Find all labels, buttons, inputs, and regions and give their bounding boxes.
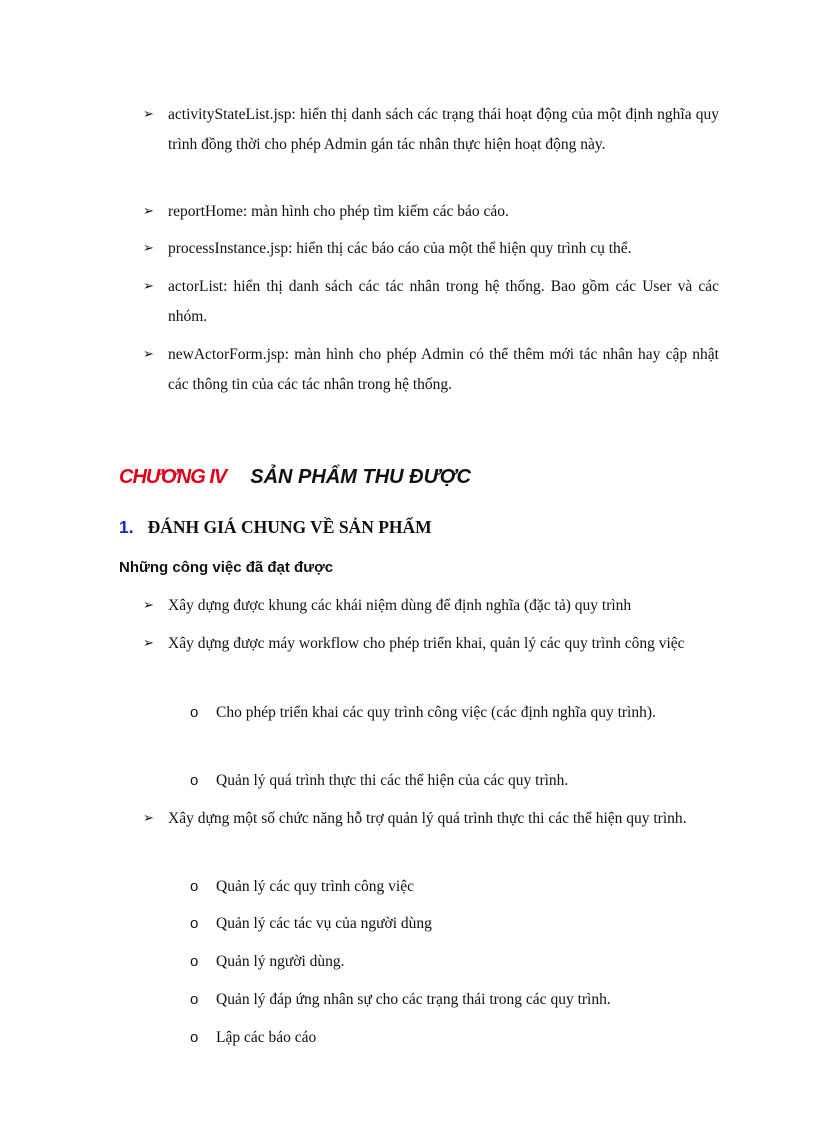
section-heading [119,517,432,538]
sub-list-item [190,872,719,902]
circle-bullet-icon: o [190,953,199,970]
list-item [143,629,719,659]
list-item-text: actorList: hiển thị danh sách các tác nhân trong hệ thống. Bao gồm các User và các nhóm. [168,278,719,325]
arrow-bullet-icon: ➢ [143,636,154,651]
arrow-bullet-icon: ➢ [143,279,154,294]
sub-list-item [190,766,719,796]
sub-list-item-text: Quản lý các tác vụ của người dùng [216,915,432,932]
arrow-bullet-icon: ➢ [143,107,154,122]
sub-list-item-text: Quản lý quá trình thực thi các thể hiện của các quy trình. [216,772,569,789]
arrow-bullet-icon: ➢ [143,241,154,256]
subheading: Những công việc đã đạt được [119,559,334,576]
list-item [143,591,719,621]
list-item [143,234,719,264]
section-number: 1. [119,517,134,537]
circle-bullet-icon: o [190,991,199,1008]
list-item-text: Xây dựng được máy workflow cho phép triển khai, quản lý các quy trình công việc [168,635,685,652]
section-title: ĐÁNH GIÁ CHUNG VỀ SẢN PHẨM [147,517,432,537]
list-item [143,272,719,332]
sub-list-item [190,947,719,977]
arrow-bullet-icon: ➢ [143,598,154,613]
list-item-text: Xây dựng được khung các khái niệm dùng để định nghĩa (đặc tả) quy trình [168,597,632,614]
arrow-bullet-icon: ➢ [143,811,154,826]
sub-list-item [190,698,719,728]
list-item-text: activityStateList.jsp: hiển thị danh sách các trạng thái hoạt động của một định nghĩa quy trình đồng thời cho phép Admin gán tác nhân thực hiện hoạt động này. [168,106,719,153]
sub-list-item-text: Cho phép triển khai các quy trình công việc (các định nghĩa quy trình). [216,704,656,721]
circle-bullet-icon: o [190,878,199,895]
list-item-text: Xây dựng một số chức năng hỗ trợ quản lý quá trình thực thi các thể hiện quy trình. [168,810,687,827]
list-item-text: reportHome: màn hình cho phép tìm kiếm các báo cáo. [168,203,509,220]
sub-list-item-text: Quản lý người dùng. [216,953,345,970]
list-item [143,804,719,834]
arrow-bullet-icon: ➢ [143,347,154,362]
circle-bullet-icon: o [190,915,199,932]
sub-list-item [190,1023,719,1053]
sub-list-item-text: Quản lý các quy trình công việc [216,878,414,895]
arrow-bullet-icon: ➢ [143,204,154,219]
list-item-text: newActorForm.jsp: màn hình cho phép Admin có thể thêm mới tác nhân hay cập nhật các thông tin của các tác nhân trong hệ thống. [168,346,719,393]
chapter-heading [119,466,471,489]
chapter-title: SẢN PHẨM THU ĐƯỢC [250,466,471,488]
list-item [143,100,719,160]
list-item-text: processInstance.jsp: hiển thị các báo cáo của một thể hiện quy trình cụ thể. [168,240,632,257]
list-item [143,340,719,400]
sub-list-item-text: Lập các báo cáo [216,1029,317,1046]
circle-bullet-icon: o [190,1029,199,1046]
chapter-number: CHƯƠNG IV [119,466,227,488]
sub-list-item-text: Quản lý đáp ứng nhân sự cho các trạng thái trong các quy trình. [216,991,611,1008]
sub-list-item [190,985,719,1015]
list-item [143,197,719,227]
circle-bullet-icon: o [190,772,199,789]
sub-list-item [190,909,719,939]
circle-bullet-icon: o [190,704,199,721]
